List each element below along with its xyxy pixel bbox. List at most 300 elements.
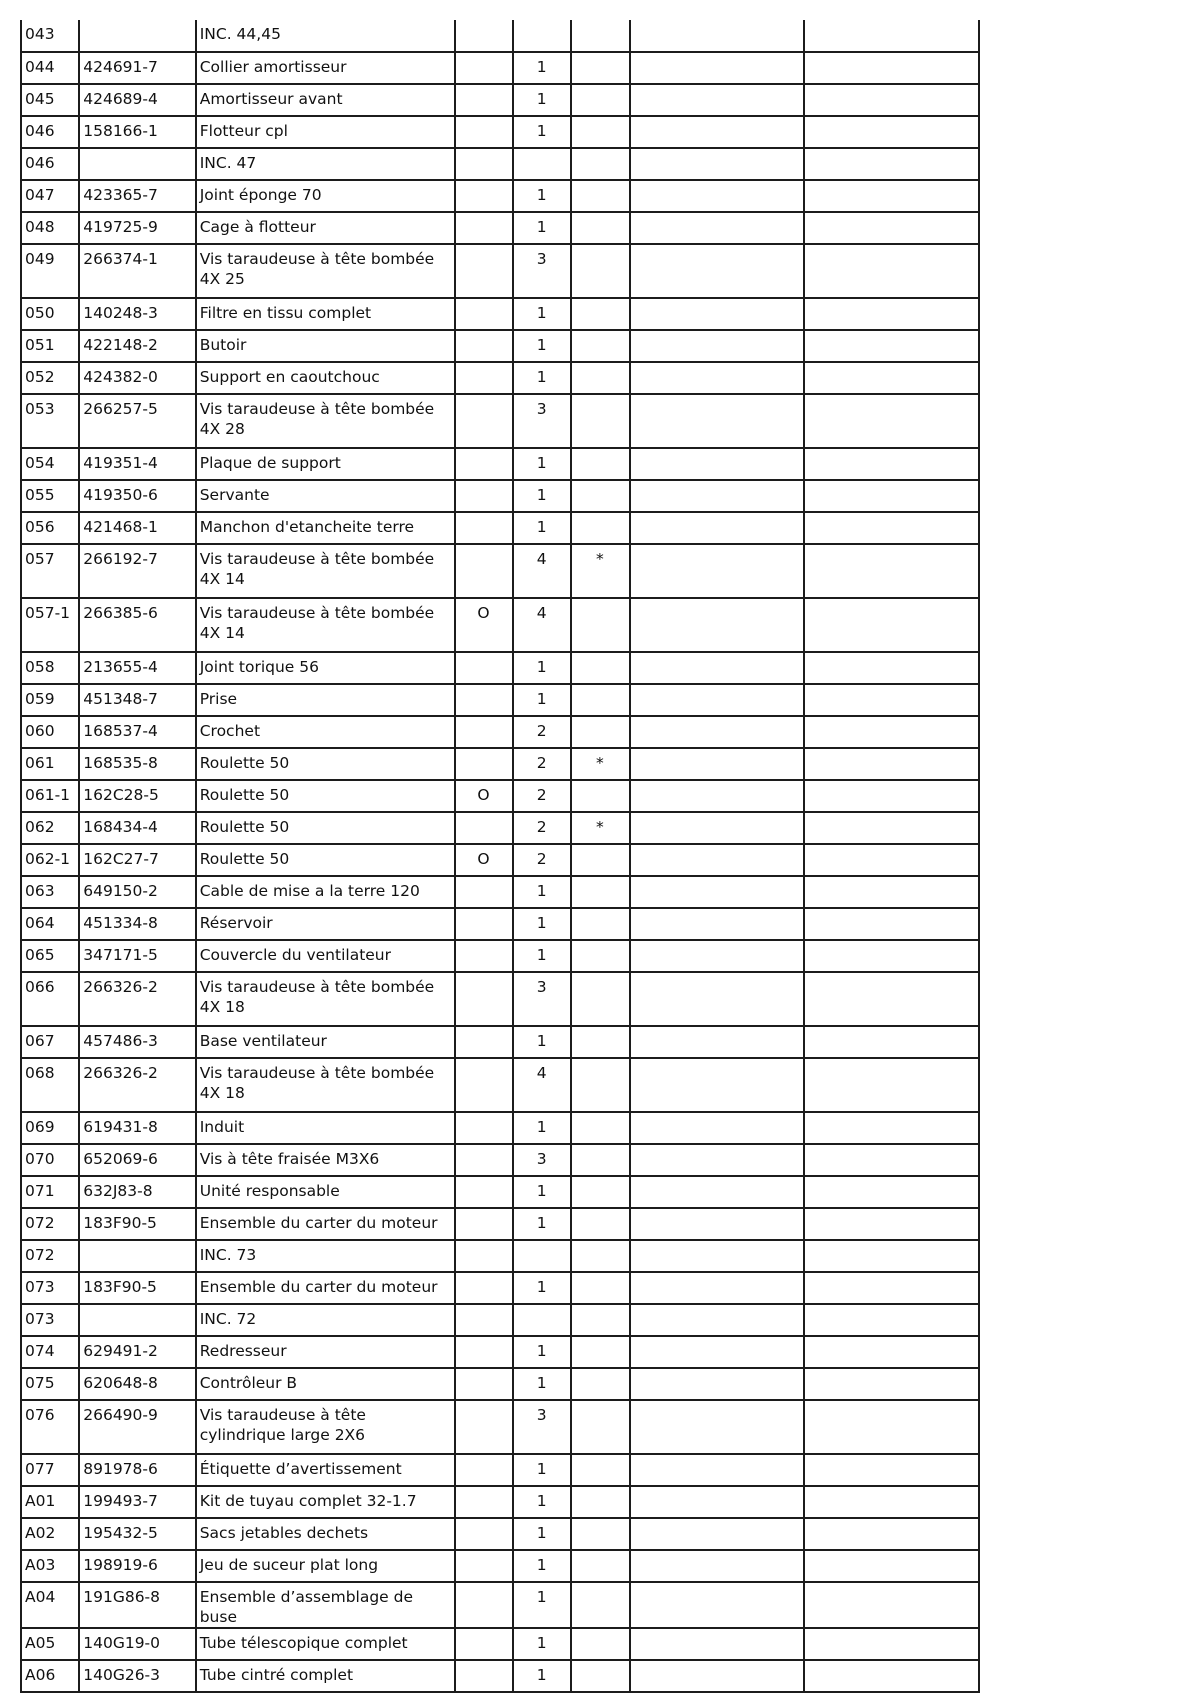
- description-cell: Roulette 50: [196, 844, 455, 876]
- empty-cell: [804, 748, 979, 780]
- quantity-cell: 1: [513, 1176, 571, 1208]
- part-code-cell: 266385-6: [79, 598, 195, 652]
- note-cell: [571, 1368, 629, 1400]
- mark-cell: [455, 212, 513, 244]
- item-number-cell: 046: [21, 148, 79, 180]
- note-cell: [571, 1240, 629, 1272]
- mark-cell: [455, 480, 513, 512]
- description-cell: Cable de mise a la terre 120: [196, 876, 455, 908]
- empty-cell: [630, 652, 805, 684]
- note-cell: [571, 362, 629, 394]
- description-cell: Roulette 50: [196, 748, 455, 780]
- part-code-cell: 891978-6: [79, 1454, 195, 1486]
- part-code-cell: 652069-6: [79, 1144, 195, 1176]
- note-cell: [571, 598, 629, 652]
- item-number-cell: 049: [21, 244, 79, 298]
- quantity-cell: 1: [513, 940, 571, 972]
- mark-cell: [455, 1176, 513, 1208]
- mark-cell: [455, 512, 513, 544]
- empty-cell: [804, 298, 979, 330]
- mark-cell: O: [455, 598, 513, 652]
- item-number-cell: 046: [21, 116, 79, 148]
- quantity-cell: 1: [513, 1486, 571, 1518]
- empty-cell: [630, 1272, 805, 1304]
- description-cell: Butoir: [196, 330, 455, 362]
- part-code-cell: 140248-3: [79, 298, 195, 330]
- empty-cell: [630, 1454, 805, 1486]
- part-code-cell: 162C27-7: [79, 844, 195, 876]
- description-cell: Vis à tête fraisée M3X6: [196, 1144, 455, 1176]
- quantity-cell: 1: [513, 84, 571, 116]
- quantity-cell: 3: [513, 1144, 571, 1176]
- part-code-cell: 266326-2: [79, 972, 195, 1026]
- note-cell: [571, 1026, 629, 1058]
- part-code-cell: 198919-6: [79, 1550, 195, 1582]
- note-cell: [571, 244, 629, 298]
- mark-cell: [455, 748, 513, 780]
- table-row: [21, 1208, 979, 1240]
- empty-cell: [630, 908, 805, 940]
- empty-cell: [804, 1486, 979, 1518]
- quantity-cell: 1: [513, 1518, 571, 1550]
- mark-cell: [455, 876, 513, 908]
- item-number-cell: 050: [21, 298, 79, 330]
- item-number-cell: 061: [21, 748, 79, 780]
- empty-cell: [630, 362, 805, 394]
- mark-cell: [455, 1208, 513, 1240]
- note-cell: [571, 298, 629, 330]
- table-row: [21, 748, 979, 780]
- empty-cell: [630, 940, 805, 972]
- quantity-cell: 1: [513, 684, 571, 716]
- description-cell: Vis taraudeuse à tête bombée 4X 14: [196, 544, 455, 598]
- part-code-cell: [79, 20, 195, 52]
- table-row: [21, 1518, 979, 1550]
- mark-cell: [455, 1518, 513, 1550]
- item-number-cell: 072: [21, 1240, 79, 1272]
- table-row: [21, 330, 979, 362]
- table-row: [21, 512, 979, 544]
- table-row: [21, 1454, 979, 1486]
- empty-cell: [804, 876, 979, 908]
- empty-cell: [630, 52, 805, 84]
- part-code-cell: 140G26-3: [79, 1660, 195, 1692]
- description-cell: Tube cintré complet: [196, 1660, 455, 1692]
- table-row: [21, 1304, 979, 1336]
- empty-cell: [804, 1058, 979, 1112]
- part-code-cell: 168537-4: [79, 716, 195, 748]
- empty-cell: [630, 330, 805, 362]
- table-row: [21, 684, 979, 716]
- note-cell: [571, 84, 629, 116]
- table-row: [21, 716, 979, 748]
- empty-cell: [630, 298, 805, 330]
- item-number-cell: 070: [21, 1144, 79, 1176]
- empty-cell: [630, 180, 805, 212]
- table-row: [21, 1660, 979, 1692]
- description-cell: Ensemble du carter du moteur: [196, 1272, 455, 1304]
- empty-cell: [804, 512, 979, 544]
- mark-cell: [455, 1144, 513, 1176]
- empty-cell: [630, 1368, 805, 1400]
- part-code-cell: [79, 1240, 195, 1272]
- empty-cell: [630, 1144, 805, 1176]
- mark-cell: [455, 394, 513, 448]
- empty-cell: [804, 1240, 979, 1272]
- part-code-cell: 424689-4: [79, 84, 195, 116]
- mark-cell: [455, 1336, 513, 1368]
- mark-cell: [455, 1660, 513, 1692]
- mark-cell: O: [455, 780, 513, 812]
- item-number-cell: 062: [21, 812, 79, 844]
- mark-cell: [455, 684, 513, 716]
- note-cell: [571, 1304, 629, 1336]
- item-number-cell: 066: [21, 972, 79, 1026]
- note-cell: [571, 684, 629, 716]
- mark-cell: [455, 544, 513, 598]
- empty-cell: [804, 1112, 979, 1144]
- description-cell: Induit: [196, 1112, 455, 1144]
- quantity-cell: 1: [513, 1550, 571, 1582]
- item-number-cell: 073: [21, 1304, 79, 1336]
- table-row: [21, 544, 979, 598]
- note-cell: [571, 1582, 629, 1628]
- note-cell: [571, 1660, 629, 1692]
- note-cell: [571, 20, 629, 52]
- item-number-cell: 054: [21, 448, 79, 480]
- note-cell: [571, 330, 629, 362]
- quantity-cell: 1: [513, 1628, 571, 1660]
- empty-cell: [630, 20, 805, 52]
- item-number-cell: 057-1: [21, 598, 79, 652]
- item-number-cell: 064: [21, 908, 79, 940]
- mark-cell: [455, 1304, 513, 1336]
- table-row: [21, 652, 979, 684]
- table-row: [21, 52, 979, 84]
- description-cell: Vis taraudeuse à tête bombée 4X 25: [196, 244, 455, 298]
- note-cell: [571, 1400, 629, 1454]
- empty-cell: [804, 1144, 979, 1176]
- empty-cell: [804, 844, 979, 876]
- table-row: [21, 1058, 979, 1112]
- part-code-cell: 266192-7: [79, 544, 195, 598]
- description-cell: Contrôleur B: [196, 1368, 455, 1400]
- mark-cell: [455, 908, 513, 940]
- mark-cell: [455, 716, 513, 748]
- description-cell: Base ventilateur: [196, 1026, 455, 1058]
- description-cell: Filtre en tissu complet: [196, 298, 455, 330]
- quantity-cell: 1: [513, 330, 571, 362]
- empty-cell: [804, 1272, 979, 1304]
- quantity-cell: 1: [513, 480, 571, 512]
- table-row: [21, 116, 979, 148]
- empty-cell: [630, 1058, 805, 1112]
- part-code-cell: 451334-8: [79, 908, 195, 940]
- empty-cell: [630, 716, 805, 748]
- empty-cell: [804, 1208, 979, 1240]
- item-number-cell: 051: [21, 330, 79, 362]
- item-number-cell: 053: [21, 394, 79, 448]
- mark-cell: [455, 20, 513, 52]
- empty-cell: [804, 652, 979, 684]
- quantity-cell: 1: [513, 1272, 571, 1304]
- note-cell: [571, 394, 629, 448]
- description-cell: Kit de tuyau complet 32-1.7: [196, 1486, 455, 1518]
- item-number-cell: 052: [21, 362, 79, 394]
- part-code-cell: 183F90-5: [79, 1272, 195, 1304]
- part-code-cell: 419350-6: [79, 480, 195, 512]
- part-code-cell: 266257-5: [79, 394, 195, 448]
- part-code-cell: 162C28-5: [79, 780, 195, 812]
- item-number-cell: 074: [21, 1336, 79, 1368]
- empty-cell: [804, 1628, 979, 1660]
- table-row: [21, 1628, 979, 1660]
- mark-cell: [455, 1026, 513, 1058]
- empty-cell: [630, 480, 805, 512]
- quantity-cell: 2: [513, 716, 571, 748]
- item-number-cell: 076: [21, 1400, 79, 1454]
- mark-cell: [455, 1058, 513, 1112]
- empty-cell: [804, 1550, 979, 1582]
- item-number-cell: 073: [21, 1272, 79, 1304]
- item-number-cell: 056: [21, 512, 79, 544]
- note-cell: [571, 116, 629, 148]
- part-code-cell: 168434-4: [79, 812, 195, 844]
- empty-cell: [804, 940, 979, 972]
- mark-cell: [455, 972, 513, 1026]
- quantity-cell: 1: [513, 448, 571, 480]
- part-code-cell: 632J83-8: [79, 1176, 195, 1208]
- description-cell: Vis taraudeuse à tête bombée 4X 28: [196, 394, 455, 448]
- quantity-cell: 3: [513, 1400, 571, 1454]
- quantity-cell: 2: [513, 844, 571, 876]
- quantity-cell: 1: [513, 652, 571, 684]
- empty-cell: [804, 180, 979, 212]
- quantity-cell: 1: [513, 1336, 571, 1368]
- quantity-cell: 1: [513, 1582, 571, 1628]
- empty-cell: [804, 244, 979, 298]
- item-number-cell: 062-1: [21, 844, 79, 876]
- item-number-cell: 044: [21, 52, 79, 84]
- empty-cell: [630, 1582, 805, 1628]
- item-number-cell: 060: [21, 716, 79, 748]
- empty-cell: [804, 1026, 979, 1058]
- description-cell: Support en caoutchouc: [196, 362, 455, 394]
- part-code-cell: 649150-2: [79, 876, 195, 908]
- quantity-cell: 1: [513, 52, 571, 84]
- description-cell: Plaque de support: [196, 448, 455, 480]
- description-cell: Tube télescopique complet: [196, 1628, 455, 1660]
- empty-cell: [630, 148, 805, 180]
- note-cell: [571, 716, 629, 748]
- parts-table-body: [21, 20, 979, 1692]
- description-cell: Vis taraudeuse à tête bombée 4X 14: [196, 598, 455, 652]
- empty-cell: [804, 1176, 979, 1208]
- description-cell: Couvercle du ventilateur: [196, 940, 455, 972]
- parts-table: [20, 20, 980, 1693]
- part-code-cell: 183F90-5: [79, 1208, 195, 1240]
- empty-cell: [630, 1304, 805, 1336]
- table-row: [21, 1486, 979, 1518]
- part-code-cell: 629491-2: [79, 1336, 195, 1368]
- note-cell: *: [571, 544, 629, 598]
- item-number-cell: 043: [21, 20, 79, 52]
- table-row: [21, 298, 979, 330]
- empty-cell: [630, 748, 805, 780]
- note-cell: [571, 1058, 629, 1112]
- empty-cell: [804, 1336, 979, 1368]
- part-code-cell: 451348-7: [79, 684, 195, 716]
- empty-cell: [804, 544, 979, 598]
- empty-cell: [804, 972, 979, 1026]
- note-cell: [571, 1144, 629, 1176]
- description-cell: Joint torique 56: [196, 652, 455, 684]
- description-cell: Joint éponge 70: [196, 180, 455, 212]
- note-cell: [571, 1486, 629, 1518]
- note-cell: [571, 480, 629, 512]
- empty-cell: [630, 1400, 805, 1454]
- empty-cell: [630, 812, 805, 844]
- note-cell: [571, 1550, 629, 1582]
- quantity-cell: [513, 20, 571, 52]
- note-cell: [571, 780, 629, 812]
- item-number-cell: A04: [21, 1582, 79, 1628]
- mark-cell: [455, 812, 513, 844]
- quantity-cell: 4: [513, 1058, 571, 1112]
- table-row: [21, 1400, 979, 1454]
- quantity-cell: 4: [513, 598, 571, 652]
- mark-cell: [455, 1112, 513, 1144]
- empty-cell: [630, 84, 805, 116]
- part-code-cell: 140G19-0: [79, 1628, 195, 1660]
- mark-cell: [455, 362, 513, 394]
- quantity-cell: 1: [513, 212, 571, 244]
- empty-cell: [630, 684, 805, 716]
- quantity-cell: 2: [513, 812, 571, 844]
- note-cell: [571, 148, 629, 180]
- part-code-cell: [79, 148, 195, 180]
- mark-cell: [455, 1454, 513, 1486]
- item-number-cell: 058: [21, 652, 79, 684]
- description-cell: Sacs jetables dechets: [196, 1518, 455, 1550]
- mark-cell: [455, 1582, 513, 1628]
- empty-cell: [804, 448, 979, 480]
- note-cell: [571, 876, 629, 908]
- quantity-cell: 1: [513, 1208, 571, 1240]
- empty-cell: [804, 330, 979, 362]
- note-cell: [571, 908, 629, 940]
- mark-cell: [455, 1400, 513, 1454]
- description-cell: Redresseur: [196, 1336, 455, 1368]
- empty-cell: [630, 598, 805, 652]
- table-row: [21, 844, 979, 876]
- description-cell: Collier amortisseur: [196, 52, 455, 84]
- part-code-cell: 421468-1: [79, 512, 195, 544]
- quantity-cell: 3: [513, 394, 571, 448]
- item-number-cell: 055: [21, 480, 79, 512]
- part-code-cell: 199493-7: [79, 1486, 195, 1518]
- description-cell: Étiquette d’avertissement: [196, 1454, 455, 1486]
- note-cell: [571, 1208, 629, 1240]
- quantity-cell: 1: [513, 180, 571, 212]
- empty-cell: [804, 52, 979, 84]
- note-cell: [571, 652, 629, 684]
- table-row: [21, 908, 979, 940]
- empty-cell: [630, 212, 805, 244]
- table-row: [21, 448, 979, 480]
- part-code-cell: [79, 1304, 195, 1336]
- empty-cell: [804, 1518, 979, 1550]
- item-number-cell: A05: [21, 1628, 79, 1660]
- item-number-cell: A02: [21, 1518, 79, 1550]
- empty-cell: [804, 684, 979, 716]
- empty-cell: [804, 116, 979, 148]
- table-row: [21, 180, 979, 212]
- empty-cell: [804, 598, 979, 652]
- empty-cell: [630, 544, 805, 598]
- mark-cell: [455, 180, 513, 212]
- note-cell: [571, 52, 629, 84]
- table-row: [21, 480, 979, 512]
- table-row: [21, 1368, 979, 1400]
- description-cell: INC. 47: [196, 148, 455, 180]
- empty-cell: [804, 908, 979, 940]
- part-code-cell: 158166-1: [79, 116, 195, 148]
- quantity-cell: 3: [513, 972, 571, 1026]
- table-row: [21, 1176, 979, 1208]
- item-number-cell: 077: [21, 1454, 79, 1486]
- table-row: [21, 1240, 979, 1272]
- quantity-cell: [513, 148, 571, 180]
- table-row: [21, 1336, 979, 1368]
- item-number-cell: A06: [21, 1660, 79, 1692]
- empty-cell: [630, 394, 805, 448]
- mark-cell: [455, 52, 513, 84]
- empty-cell: [630, 1628, 805, 1660]
- empty-cell: [630, 972, 805, 1026]
- item-number-cell: A01: [21, 1486, 79, 1518]
- item-number-cell: 075: [21, 1368, 79, 1400]
- quantity-cell: [513, 1304, 571, 1336]
- note-cell: [571, 1176, 629, 1208]
- table-row: [21, 780, 979, 812]
- description-cell: Unité responsable: [196, 1176, 455, 1208]
- table-row: [21, 1582, 979, 1628]
- empty-cell: [630, 1176, 805, 1208]
- empty-cell: [630, 876, 805, 908]
- quantity-cell: 1: [513, 876, 571, 908]
- table-row: [21, 148, 979, 180]
- description-cell: Cage à flotteur: [196, 212, 455, 244]
- empty-cell: [804, 1582, 979, 1628]
- part-code-cell: 620648-8: [79, 1368, 195, 1400]
- part-code-cell: 195432-5: [79, 1518, 195, 1550]
- note-cell: [571, 180, 629, 212]
- quantity-cell: [513, 1240, 571, 1272]
- quantity-cell: 1: [513, 116, 571, 148]
- description-cell: Flotteur cpl: [196, 116, 455, 148]
- note-cell: [571, 512, 629, 544]
- item-number-cell: A03: [21, 1550, 79, 1582]
- part-code-cell: 424382-0: [79, 362, 195, 394]
- table-row: [21, 84, 979, 116]
- part-code-cell: 347171-5: [79, 940, 195, 972]
- table-row: [21, 598, 979, 652]
- table-row: [21, 244, 979, 298]
- item-number-cell: 068: [21, 1058, 79, 1112]
- mark-cell: [455, 116, 513, 148]
- mark-cell: [455, 652, 513, 684]
